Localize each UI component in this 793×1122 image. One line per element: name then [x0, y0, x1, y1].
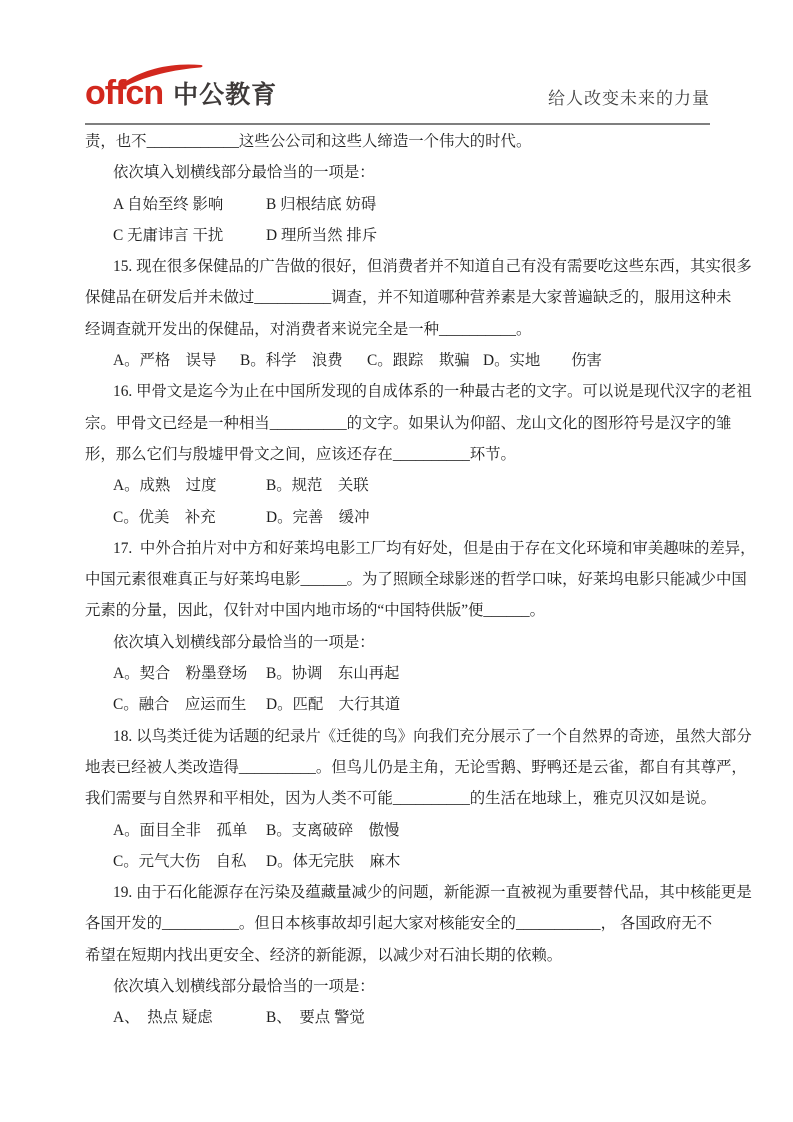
question-18-line: 地表已经被人类改造得__________。但鸟儿仍是主角，无论雪鹅、野鸭还是云雀，都自有其尊严， — [85, 758, 747, 776]
instruction-line: 依次填入划横线部分最恰当的一项是： — [113, 978, 375, 996]
option-b: B。协调 东山再起 — [266, 665, 400, 683]
option-a: A、 热点 疑虑 — [113, 1009, 213, 1027]
option-row — [85, 502, 713, 533]
option-a: A。契合 粉墨登场 — [113, 665, 248, 683]
instruction-line: 依次填入划横线部分最恰当的一项是： — [113, 633, 375, 651]
question-19-line: 希望在短期内找出更安全、经济的新能源，以减少对石油长期的依赖。 — [85, 946, 563, 964]
question-15-line: 15. 现在很多保健品的广告做的很好，但消费者并不知道自己有没有需要吃这些东西，其实很多 — [113, 258, 752, 276]
option-b: B。支离破碎 傲慢 — [266, 821, 400, 839]
option-row — [85, 689, 713, 720]
header-divider — [85, 123, 710, 125]
option-d: D。匹配 大行其道 — [266, 696, 401, 714]
offcn-logo — [85, 74, 278, 112]
option-row — [85, 220, 713, 251]
question-16-line: 宗。甲骨文已经是一种相当__________的文字。如果认为仰韶、龙山文化的图形符号是汉字的雏 — [85, 414, 732, 432]
option-row — [85, 345, 713, 376]
option-b: B。规范 关联 — [266, 477, 369, 495]
option-c: C。跟踪 欺骗 — [367, 352, 470, 370]
logo-swoosh-icon — [113, 60, 205, 90]
option-row — [85, 470, 713, 501]
option-b: B、 要点 警觉 — [266, 1009, 365, 1027]
question-19-line: 19. 由于石化能源存在污染及蕴藏量减少的问题，新能源一直被视为重要替代品，其中核能更是 — [113, 884, 752, 902]
offcn-logo-chinese: 中公教育 — [173, 81, 278, 109]
option-row — [85, 189, 713, 220]
question-19-line: 各国开发的__________。但日本核事故却引起大家对核能安全的___________， 各国政府无不 — [85, 915, 713, 933]
option-c: C。元气大伤 自私 — [113, 852, 247, 870]
question-15-line: 经调查就开发出的保健品，对消费者来说完全是一种__________。 — [85, 320, 532, 338]
option-row — [85, 815, 713, 846]
option-d: D。实地 伤害 — [483, 352, 602, 370]
option-b: B。科学 浪费 — [240, 352, 343, 370]
instruction-line: 依次填入划横线部分最恰当的一项是： — [113, 164, 375, 182]
question-17-line: 17. 中外合拍片对中方和好莱坞电影工厂均有好处，但是由于存在文化环境和审美趣味的差异， — [113, 539, 756, 557]
text-line: 责，也不____________这些公公司和这些人缔造一个伟大的时代。 — [85, 133, 532, 150]
option-a: A。严格 误导 — [113, 352, 217, 370]
option-d: D。完善 缓冲 — [266, 508, 370, 526]
question-18-line: 我们需要与自然界和平相处，因为人类不可能__________的生活在地球上，雅克贝汉如是说。 — [85, 790, 717, 808]
question-16-line: 16. 甲骨文是迄今为止在中国所发现的自成体系的一种最古老的文字。可以说是现代汉字的老祖 — [113, 383, 752, 401]
option-row — [85, 1002, 713, 1033]
option-a: A。成熟 过度 — [113, 477, 217, 495]
option-a: A。面目全非 孤单 — [113, 821, 248, 839]
offcn-logo-latin: offcn — [85, 74, 164, 112]
option-c: C。融合 应运而生 — [113, 696, 247, 714]
question-17-line: 元素的分量，因此，仅针对中国内地市场的“中国特供版”便______。 — [85, 602, 545, 620]
option-d: D 理所当然 排斥 — [266, 226, 378, 244]
question-15-line: 保健品在研发后并未做过__________调查，并不知道哪种营养素是大家普遍缺乏的，服用这种未 — [85, 289, 732, 307]
question-16-line: 形，那么它们与殷墟甲骨文之间，应该还存在__________环节。 — [85, 445, 516, 463]
header-slogan: 给人改变未来的力量 — [548, 89, 710, 108]
option-row — [85, 846, 713, 877]
option-row — [85, 658, 713, 689]
option-c: C 无庸讳言 干扰 — [113, 226, 224, 244]
option-d: D。体无完肤 麻木 — [266, 852, 401, 870]
question-18-line: 18. 以鸟类迁徙为话题的纪录片《迁徙的鸟》向我们充分展示了一个自然界的奇迹，虽然大部分 — [113, 727, 752, 745]
option-a: A 自始至终 影响 — [113, 195, 224, 213]
option-b: B 归根结底 妨碍 — [266, 195, 377, 213]
option-c: C。优美 补充 — [113, 508, 216, 526]
question-17-line: 中国元素很难真正与好莱坞电影______。为了照顾全球影迷的哲学口味，好莱坞电影只能减少中国 — [85, 571, 747, 589]
page-header — [85, 55, 710, 110]
document-content — [85, 126, 756, 1034]
